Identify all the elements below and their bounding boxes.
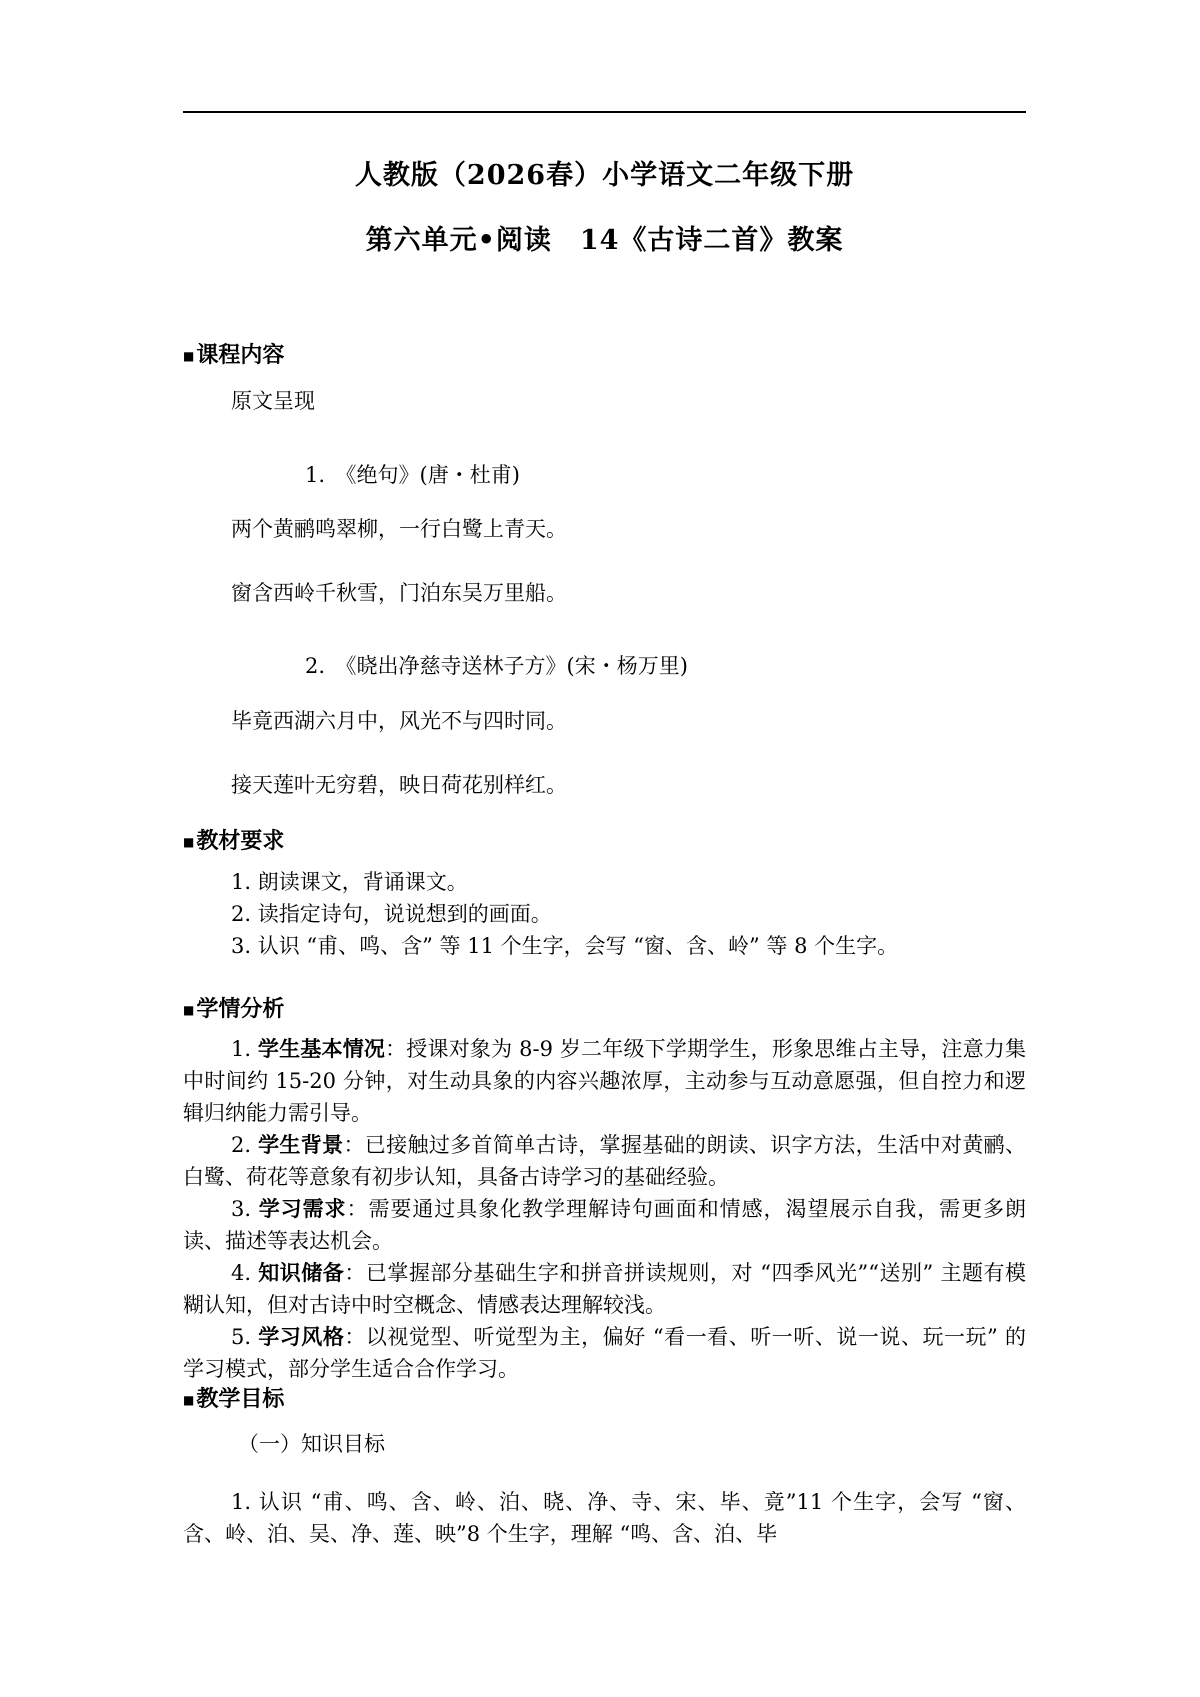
section-heading-textbook-requirements: [183, 828, 284, 856]
requirement-item: 1. 朗读课文，背诵课文。: [231, 870, 468, 894]
bullet-square-icon: ■: [183, 349, 195, 363]
section-heading-teaching-goals: [183, 1386, 284, 1414]
analysis-item: 3. 学习需求：需要通过具象化教学理解诗句画面和情感，渴望展示自我，需更多朗读、描述等表达机会。: [183, 1196, 1027, 1253]
section-heading-text: 学情分析: [196, 997, 285, 1022]
poem1-line2: 窗含西岭千秋雪，门泊东吴万里船。: [231, 581, 567, 605]
page-subtitle: 第六单元•阅读 14《古诗二首》教案: [365, 225, 844, 256]
original-text-label: 原文呈现: [231, 389, 315, 413]
bullet-square-icon: ■: [183, 1393, 195, 1407]
page-title: 人教版（2026春）小学语文二年级下册: [354, 160, 855, 191]
section-heading-learner-analysis: [183, 996, 284, 1024]
bullet-square-icon: ■: [183, 1003, 195, 1017]
knowledge-goal-heading: （一）知识目标: [238, 1432, 385, 1456]
poem2-line1: 毕竟西湖六月中，风光不与四时同。: [231, 709, 567, 733]
requirement-item: 3. 认识 “甫、鸣、含” 等 11 个生字，会写 “窗、含、岭” 等 8 个生字。: [231, 934, 899, 958]
analysis-item: 4. 知识储备：已掌握部分基础生字和拼音拼读规则，对 “四季风光”“送别” 主题有模糊认知，但对古诗中时空概念、情感表达理解较浅。: [183, 1260, 1027, 1317]
analysis-item: 5. 学习风格：以视觉型、听觉型为主，偏好 “看一看、听一听、说一说、玩一玩” 的学习模式，部分学生适合合作学习。: [183, 1324, 1026, 1381]
poem2-title: 2. 《晓出净慈寺送林子方》(宋・杨万里): [305, 654, 688, 678]
poem1-line1: 两个黄鹂鸣翠柳，一行白鹭上青天。: [231, 517, 567, 541]
knowledge-goal-item: 1. 认识 “甫、鸣、含、岭、泊、晓、净、寺、宋、毕、竟”11 个生字，会写 “窗、含、岭、泊、吴、净、莲、映”8 个生字，理解 “鸣、含、泊、毕: [183, 1490, 1026, 1546]
section-heading-course-content: [183, 342, 284, 370]
section-heading-text: 教材要求: [196, 829, 285, 854]
section-heading-text: 课程内容: [196, 343, 285, 368]
bullet-square-icon: ■: [183, 835, 195, 849]
analysis-item: 2. 学生背景：已接触过多首简单古诗，掌握基础的朗读、识字方法，生活中对黄鹂、白鹭、荷花等意象有初步认知，具备古诗学习的基础经验。: [183, 1132, 1027, 1189]
requirement-item: 2. 读指定诗句，说说想到的画面。: [231, 902, 552, 926]
header-rule: [183, 111, 1026, 113]
poem1-title: 1. 《绝句》(唐・杜甫): [305, 463, 520, 487]
analysis-item: 1. 学生基本情况：授课对象为 8-9 岁二年级下学期学生，形象思维占主导，注意力集中时间约 15-20 分钟，对生动具象的内容兴趣浓厚，主动参与互动意愿强，但自控力和逻辑归纳能力需引导。: [183, 1036, 1026, 1125]
section-heading-text: 教学目标: [196, 1387, 285, 1412]
poem2-line2: 接天莲叶无穷碧，映日荷花别样红。: [231, 773, 567, 797]
